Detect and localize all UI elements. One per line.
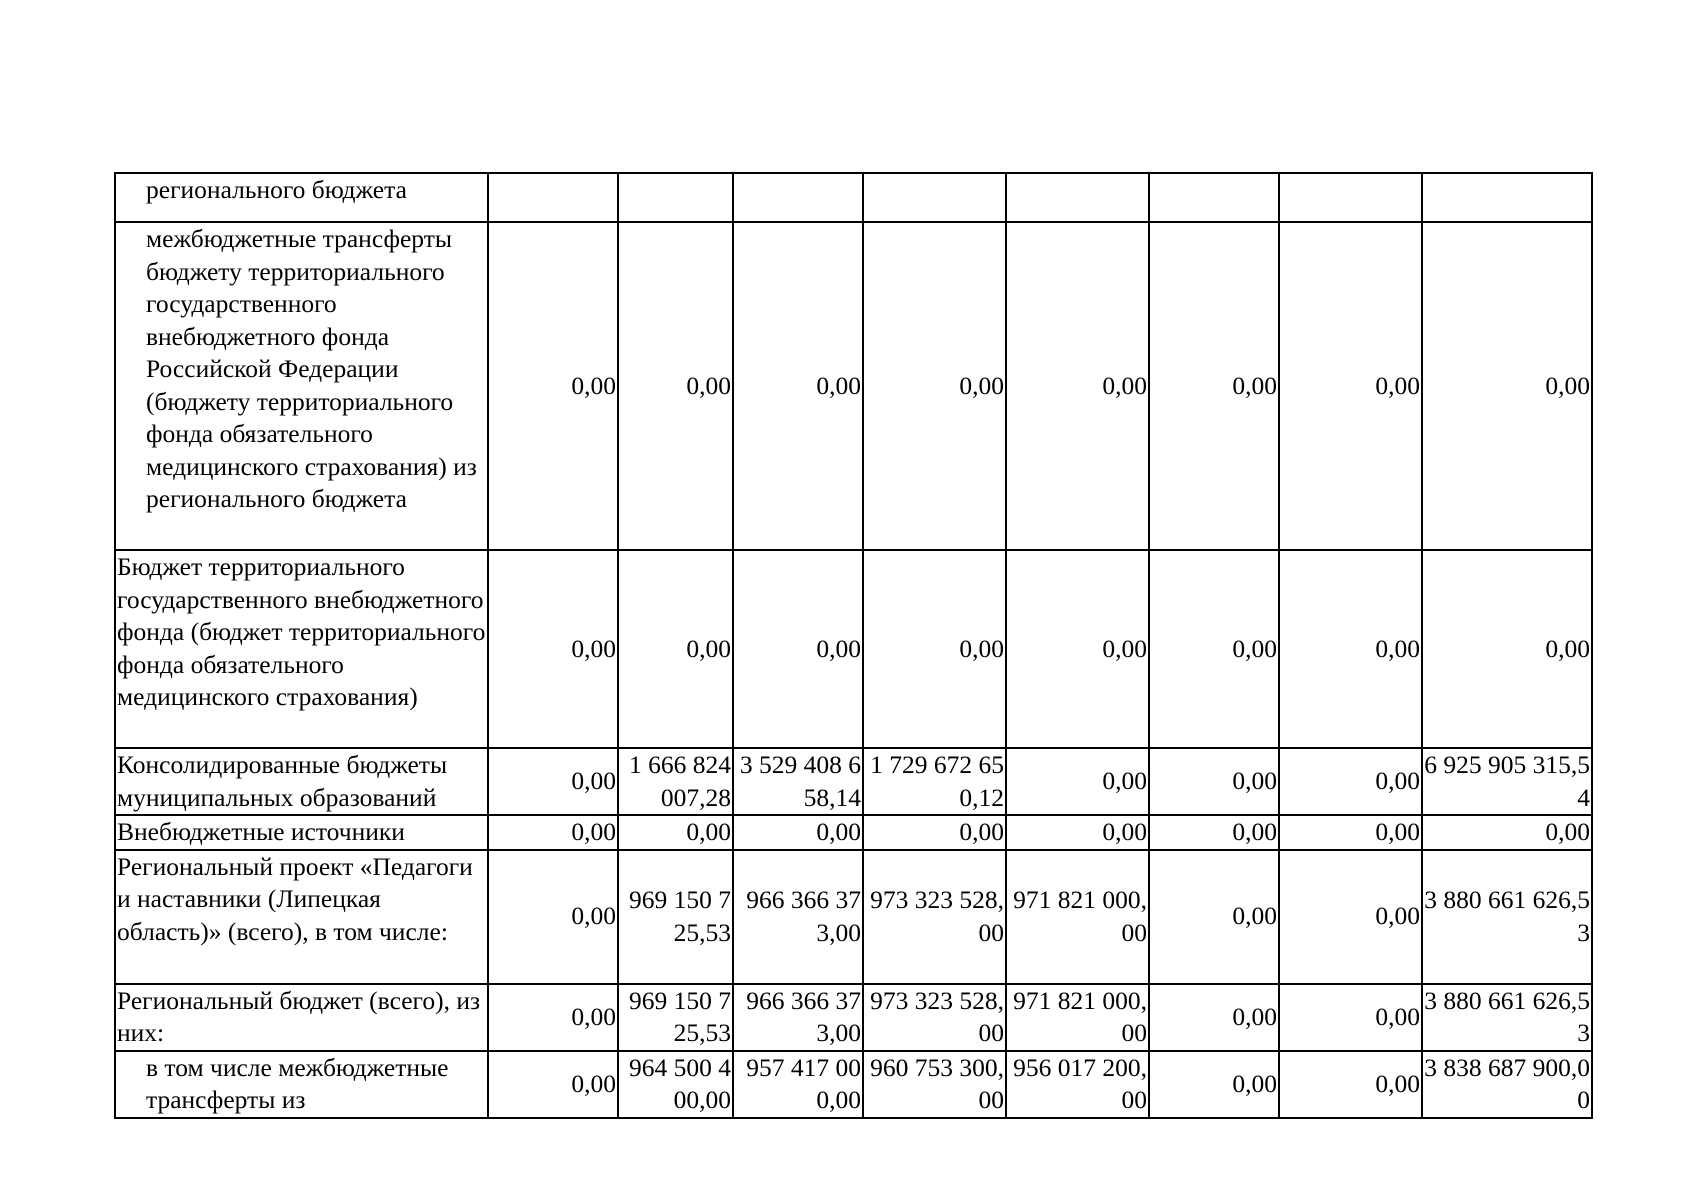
year-col-4-value: [863, 173, 1006, 222]
row-label: межбюджетные трансферты бюджету территориального государственного внебюджетного фонда Российской Федерации (бюджету территориального фонда обязательного медицинского страхования) из регионального бюджета: [115, 222, 488, 550]
table-row: [115, 173, 1592, 222]
year-col-2-value: 1 666 824 007,28: [618, 748, 733, 815]
row-label: Консолидированные бюджеты муниципальных образований: [115, 748, 488, 815]
total-col-value: 0,00: [1422, 550, 1592, 748]
year-col-3-value: 957 417 000,00: [733, 1051, 863, 1118]
year-col-6-value: 0,00: [1149, 984, 1279, 1051]
year-col-4-value: 0,00: [863, 550, 1006, 748]
table-row: [115, 1051, 1592, 1118]
total-col-value: 0,00: [1422, 222, 1592, 550]
total-col-value: 6 925 905 315,54: [1422, 748, 1592, 815]
table-row: [115, 550, 1592, 748]
year-col-1-value: 0,00: [488, 550, 618, 748]
year-col-1-value: 0,00: [488, 222, 618, 550]
year-col-2-value: 969 150 725,53: [618, 984, 733, 1051]
row-label: регионального бюджета: [115, 173, 488, 222]
year-col-5-value: 0,00: [1006, 222, 1149, 550]
year-col-6-value: 0,00: [1149, 850, 1279, 984]
year-col-6-value: 0,00: [1149, 815, 1279, 850]
row-label: Внебюджетные источники: [115, 815, 488, 850]
year-col-4-value: 960 753 300,00: [863, 1051, 1006, 1118]
year-col-2-value: 0,00: [618, 815, 733, 850]
year-col-2-value: [618, 173, 733, 222]
year-col-6-value: 0,00: [1149, 222, 1279, 550]
total-col-value: 3 838 687 900,00: [1422, 1051, 1592, 1118]
table-body: [115, 173, 1592, 1118]
year-col-5-value: 0,00: [1006, 550, 1149, 748]
total-col-value: 0,00: [1422, 815, 1592, 850]
year-col-6-value: 0,00: [1149, 748, 1279, 815]
year-col-7-value: 0,00: [1279, 815, 1422, 850]
year-col-4-value: 1 729 672 650,12: [863, 748, 1006, 815]
year-col-7-value: 0,00: [1279, 984, 1422, 1051]
budget-table: [114, 172, 1593, 1119]
row-label: Региональный бюджет (всего), из них:: [115, 984, 488, 1051]
year-col-4-value: 0,00: [863, 815, 1006, 850]
total-col-value: 3 880 661 626,53: [1422, 984, 1592, 1051]
table-row: [115, 748, 1592, 815]
year-col-5-value: 0,00: [1006, 815, 1149, 850]
year-col-1-value: 0,00: [488, 748, 618, 815]
year-col-2-value: 964 500 400,00: [618, 1051, 733, 1118]
row-label: в том числе межбюджетные трансферты из: [115, 1051, 488, 1118]
year-col-3-value: 0,00: [733, 550, 863, 748]
year-col-7-value: [1279, 173, 1422, 222]
year-col-2-value: 969 150 725,53: [618, 850, 733, 984]
year-col-3-value: [733, 173, 863, 222]
year-col-5-value: 971 821 000,00: [1006, 984, 1149, 1051]
year-col-3-value: 966 366 373,00: [733, 850, 863, 984]
year-col-3-value: 0,00: [733, 815, 863, 850]
year-col-2-value: 0,00: [618, 550, 733, 748]
year-col-7-value: 0,00: [1279, 748, 1422, 815]
table-row: [115, 815, 1592, 850]
year-col-7-value: 0,00: [1279, 850, 1422, 984]
year-col-1-value: 0,00: [488, 815, 618, 850]
year-col-5-value: [1006, 173, 1149, 222]
year-col-1-value: 0,00: [488, 850, 618, 984]
year-col-5-value: 971 821 000,00: [1006, 850, 1149, 984]
year-col-2-value: 0,00: [618, 222, 733, 550]
year-col-4-value: 973 323 528,00: [863, 850, 1006, 984]
year-col-7-value: 0,00: [1279, 1051, 1422, 1118]
year-col-7-value: 0,00: [1279, 550, 1422, 748]
year-col-3-value: 3 529 408 658,14: [733, 748, 863, 815]
year-col-3-value: 0,00: [733, 222, 863, 550]
year-col-3-value: 966 366 373,00: [733, 984, 863, 1051]
total-col-value: 3 880 661 626,53: [1422, 850, 1592, 984]
total-col-value: [1422, 173, 1592, 222]
year-col-6-value: [1149, 173, 1279, 222]
year-col-1-value: [488, 173, 618, 222]
year-col-7-value: 0,00: [1279, 222, 1422, 550]
year-col-6-value: 0,00: [1149, 1051, 1279, 1118]
table-row: [115, 850, 1592, 984]
year-col-4-value: 973 323 528,00: [863, 984, 1006, 1051]
year-col-5-value: 956 017 200,00: [1006, 1051, 1149, 1118]
year-col-1-value: 0,00: [488, 1051, 618, 1118]
table-row: [115, 984, 1592, 1051]
year-col-6-value: 0,00: [1149, 550, 1279, 748]
year-col-5-value: 0,00: [1006, 748, 1149, 815]
year-col-4-value: 0,00: [863, 222, 1006, 550]
row-label: Бюджет территориального государственного внебюджетного фонда (бюджет территориального фонда обязательного медицинского страхования): [115, 550, 488, 748]
year-col-1-value: 0,00: [488, 984, 618, 1051]
table-row: [115, 222, 1592, 550]
row-label: Региональный проект «Педагоги и наставники (Липецкая область)» (всего), в том числе:: [115, 850, 488, 984]
